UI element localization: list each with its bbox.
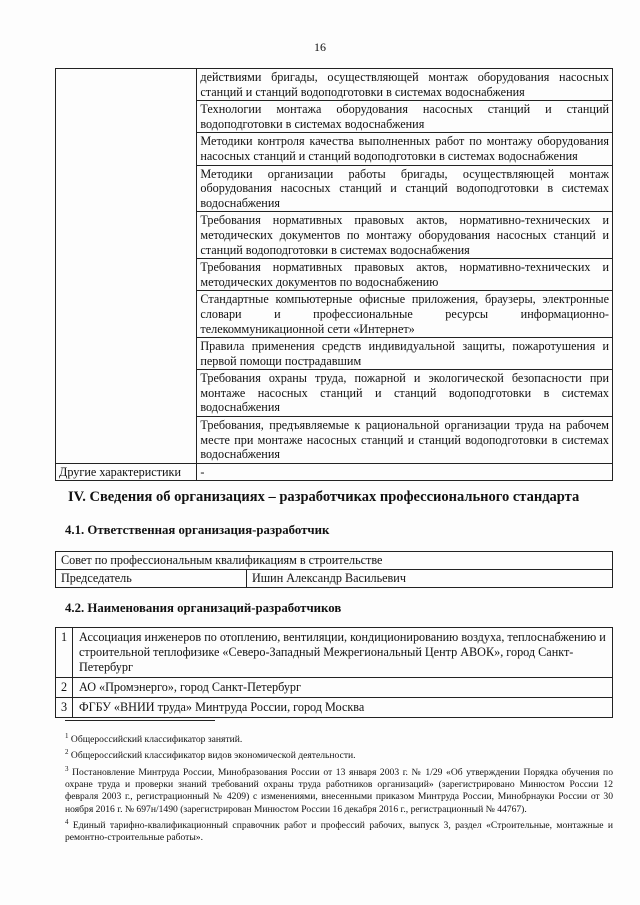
- competency-row: Требования нормативных правовых актов, нормативно-технических и методических документов по водоснабжению: [197, 259, 613, 291]
- competency-row: Методики контроля качества выполненных работ по монтажу оборудования насосных станций и станций водоподготовки в системах водоснабжения: [197, 133, 613, 165]
- footnote-text: Единый тарифно-квалификационный справочник работ и профессий рабочих, выпуск 3, раздел «Строительные, монтажные и ремонтно-строительные работы».: [65, 819, 613, 844]
- footnote: [65, 730, 613, 746]
- subsection-title-responsible: 4.1. Ответственная организация-разработчик: [65, 523, 330, 537]
- competency-row: Правила применения средств индивидуальной защиты, пожаротушения и первой помощи пострадавшим: [197, 338, 613, 370]
- position-label: Председатель: [56, 570, 247, 588]
- org-number: 3: [56, 698, 73, 718]
- responsible-org-table: [55, 551, 613, 588]
- footnote: [65, 763, 613, 816]
- footnote-mark: 2: [65, 748, 69, 757]
- page-number: 16: [314, 40, 326, 54]
- org-name: ФГБУ «ВНИИ труда» Минтруда России, город Москва: [73, 698, 613, 718]
- footnote: [65, 746, 613, 762]
- other-characteristics-value: -: [197, 463, 613, 481]
- competencies-table: [55, 68, 613, 481]
- footnote-mark: 1: [65, 732, 69, 740]
- subsection-title-developers: 4.2. Наименования организаций-разработчиков: [65, 601, 342, 615]
- competency-row: Требования нормативных правовых актов, нормативно-технических и методических документов по монтажу оборудования насосных станций и станций водоподготовки в системах водоснабжения: [197, 212, 613, 259]
- footnote-text: Общероссийский классификатор видов экономической деятельности.: [68, 750, 356, 762]
- competency-row: действиями бригады, осуществляющей монтаж оборудования насосных станций и станций водоподготовки в системах водоснабжения: [197, 69, 613, 101]
- competency-row: Методики организации работы бригады, осуществляющей монтаж оборудования насосных станций и станций водоподготовки в системах водоснабжения: [197, 165, 613, 212]
- developers-table: [55, 627, 613, 718]
- other-characteristics-label: Другие характеристики: [56, 463, 197, 481]
- org-number: 2: [56, 678, 73, 698]
- footnote: [65, 816, 613, 845]
- competency-row: Требования, предъявляемые к рациональной организации труда на рабочем месте при монтаже насосных станций и станций водоподготовки в системах водоснабжения: [197, 417, 613, 464]
- responsible-org-name: Совет по профессиональным квалификациям в строительстве: [56, 552, 613, 570]
- org-number: 1: [56, 628, 73, 678]
- person-name: Ишин Александр Васильевич: [247, 570, 613, 588]
- footnote-mark: 4: [65, 817, 69, 826]
- competency-row: Стандартные компьютерные офисные приложения, браузеры, электронные словари и профессиональные ресурсы информационно-телекоммуникационной сети «Интернет»: [197, 291, 613, 338]
- footnote-divider: [65, 720, 215, 721]
- competency-row: Требования охраны труда, пожарной и экологической безопасности при монтаже насосных станций и станций водоподготовки в системах водоснабжения: [197, 370, 613, 417]
- footnote-text: Постановление Минтруда России, Минобразования России от 13 января 2003 г. № 1/29 «Об утверждении Порядка обучения по охране труда и проверки знаний требований охраны труда работников организаций» (зарегистрировано Минюстом России 12 февраля 2003 г., регистрационный № 4209) с изменениями, внесенными приказом Минтруда России, Минобрнауки России от 30 ноября 2016 г. № 697н/1490 (зарегистрирован Минюстом России 16 декабря 2016 г., регистрационный № 44767).: [65, 766, 613, 815]
- footnotes: [65, 730, 613, 844]
- competencies-left-cell: [56, 69, 197, 464]
- competency-row: Технологии монтажа оборудования насосных станций и станций водоподготовки в системах водоснабжения: [197, 101, 613, 133]
- org-name: АО «Промэнерго», город Санкт-Петербург: [73, 678, 613, 698]
- footnote-mark: 3: [65, 764, 69, 773]
- section-title: IV. Сведения об организациях – разработчиках профессионального стандарта: [68, 489, 580, 505]
- footnote-text: Общероссийский классификатор занятий.: [68, 734, 243, 746]
- org-name: Ассоциация инженеров по отоплению, вентиляции, кондиционированию воздуха, теплоснабжению и строительной теплофизике «Северо-Западный Межрегиональный Центр АВОК», город Санкт-Петербург: [73, 628, 613, 678]
